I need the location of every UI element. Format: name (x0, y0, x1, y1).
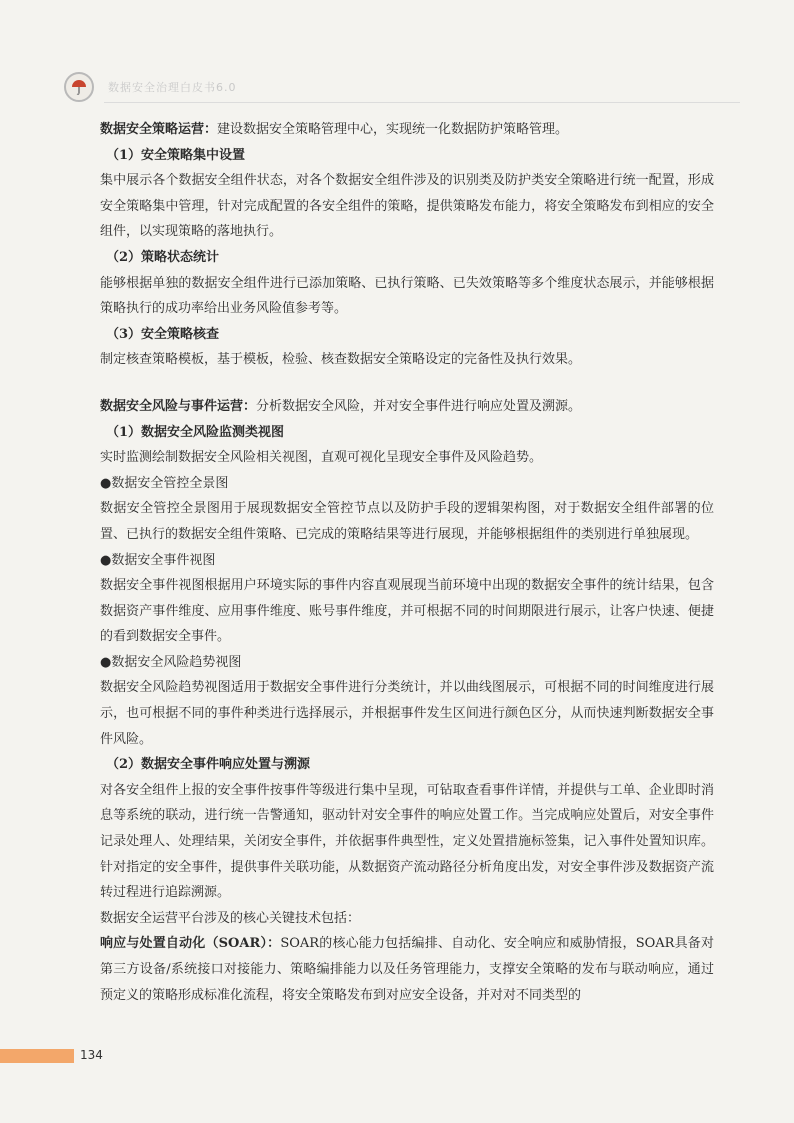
bullet-risk-trend-view: ●数据安全风险趋势视图 (100, 654, 242, 670)
running-header (60, 70, 740, 106)
book-logo-icon (64, 72, 94, 102)
section-strategy-ops-lead: 建设数据安全策略管理中心，实现统一化数据防护策略管理。 (217, 122, 569, 137)
page-body (100, 117, 714, 1008)
subheading-policy-audit: （3）安全策略核查 (106, 326, 220, 342)
section-gap (100, 373, 714, 394)
paragraph-policy-audit: 制定核查策略模板，基于模板，检验、核查数据安全策略设定的完备性及执行效果。 (100, 352, 582, 368)
subheading-policy-status-stats: （2）策略状态统计 (106, 249, 220, 265)
paragraph-event-response-tracing: 对各安全组件上报的安全事件按事件等级进行集中呈现，可钻取查看事件详情，并提供与工单、企业即时消息等系统的联动，进行统一告警通知，驱动针对安全事件的响应处置工作。当完成响应处置后，对安全事件记录处理人、处理结果，关闭安全事件，并依据事件典型性，定义处置措施标签集，记入事件处置知识库。针对指定的安全事件，提供事件关联功能，从数据资产流动路径分析角度出发，对安全事件涉及数据资产流转过程进行追踪溯源。 (100, 782, 714, 901)
section-strategy-ops-title: 数据安全策略运营： (100, 122, 218, 137)
header-divider (104, 102, 740, 103)
page-number: 134 (80, 1048, 103, 1062)
paragraph-policy-central-setup: 集中展示各个数据安全组件状态，对各个数据安全组件涉及的识别类及防护类安全策略进行统一配置，形成安全策略集中管理，针对完成配置的各安全组件的策略，提供策略发布能力，将安全策略发布到相应的安全组件，以实现策略的落地执行。 (100, 173, 714, 240)
section-risk-event-ops-lead: 分析数据安全风险，并对安全事件进行响应处置及溯源。 (256, 398, 582, 414)
section-risk-event-ops-intro (100, 394, 714, 420)
soar-title: 响应与处置自动化（SOAR）： (100, 936, 281, 952)
subheading-event-response-tracing: （2）数据安全事件响应处置与溯源 (106, 757, 311, 773)
soar-text: SOAR的核心能力包括编排、自动化、安全响应和威胁情报，SOAR具备对第三方设备/系统接口对接能力、策略编排能力以及任务管理能力，支撑安全策略的发布与联动响应，通过预定义的策略形成标准化流程，将安全策略发布到对应安全设备，并对对不同类型的 (100, 936, 714, 1003)
paragraph-control-panorama: 数据安全管控全景图用于展现数据安全管控节点以及防护手段的逻辑架构图，对于数据安全组件部署的位置、已执行的数据安全组件策略、已完成的策略结果等进行展现，并能够根据组件的类别进行单独展现。 (100, 501, 714, 542)
paragraph-core-tech-intro: 数据安全运营平台涉及的核心关键技术包括： (100, 910, 361, 926)
subheading-policy-central-setup: （1）安全策略集中设置 (106, 147, 246, 163)
bullet-control-panorama: ●数据安全管控全景图 (100, 475, 229, 491)
section-risk-event-ops-title: 数据安全风险与事件运营： (100, 398, 257, 414)
paragraph-risk-trend-view: 数据安全风险趋势视图适用于数据安全事件进行分类统计，并以曲线图展示，可根据不同的时间维度进行展示，也可根据不同的事件种类进行选择展示，并根据事件发生区间进行颜色区分，从而快速判断数据安全事件风险。 (100, 680, 714, 747)
paragraph-event-view: 数据安全事件视图根据用户环境实际的事件内容直观展现当前环境中出现的数据安全事件的统计结果，包含数据资产事件维度、应用事件维度、账号事件维度，并可根据不同的时间期限进行展示，让客户快速、便捷的看到数据安全事件。 (100, 578, 714, 645)
bullet-event-view: ●数据安全事件视图 (100, 552, 216, 568)
subheading-risk-monitor-views: （1）数据安全风险监测类视图 (106, 424, 285, 440)
paragraph-soar (100, 931, 714, 1008)
paragraph-policy-status-stats: 能够根据单独的数据安全组件进行已添加策略、已执行策略、已失效策略等多个维度状态展示，并能够根据策略执行的成功率给出业务风险值参考等。 (100, 275, 714, 317)
paragraph-risk-monitor-views: 实时监测绘制数据安全风险相关视图，直观可视化呈现安全事件及风险趋势。 (100, 450, 543, 466)
footer-accent-bar (0, 1049, 74, 1063)
section-strategy-ops-intro (100, 117, 714, 143)
header-title: 数据安全治理白皮书6.0 (108, 81, 237, 94)
